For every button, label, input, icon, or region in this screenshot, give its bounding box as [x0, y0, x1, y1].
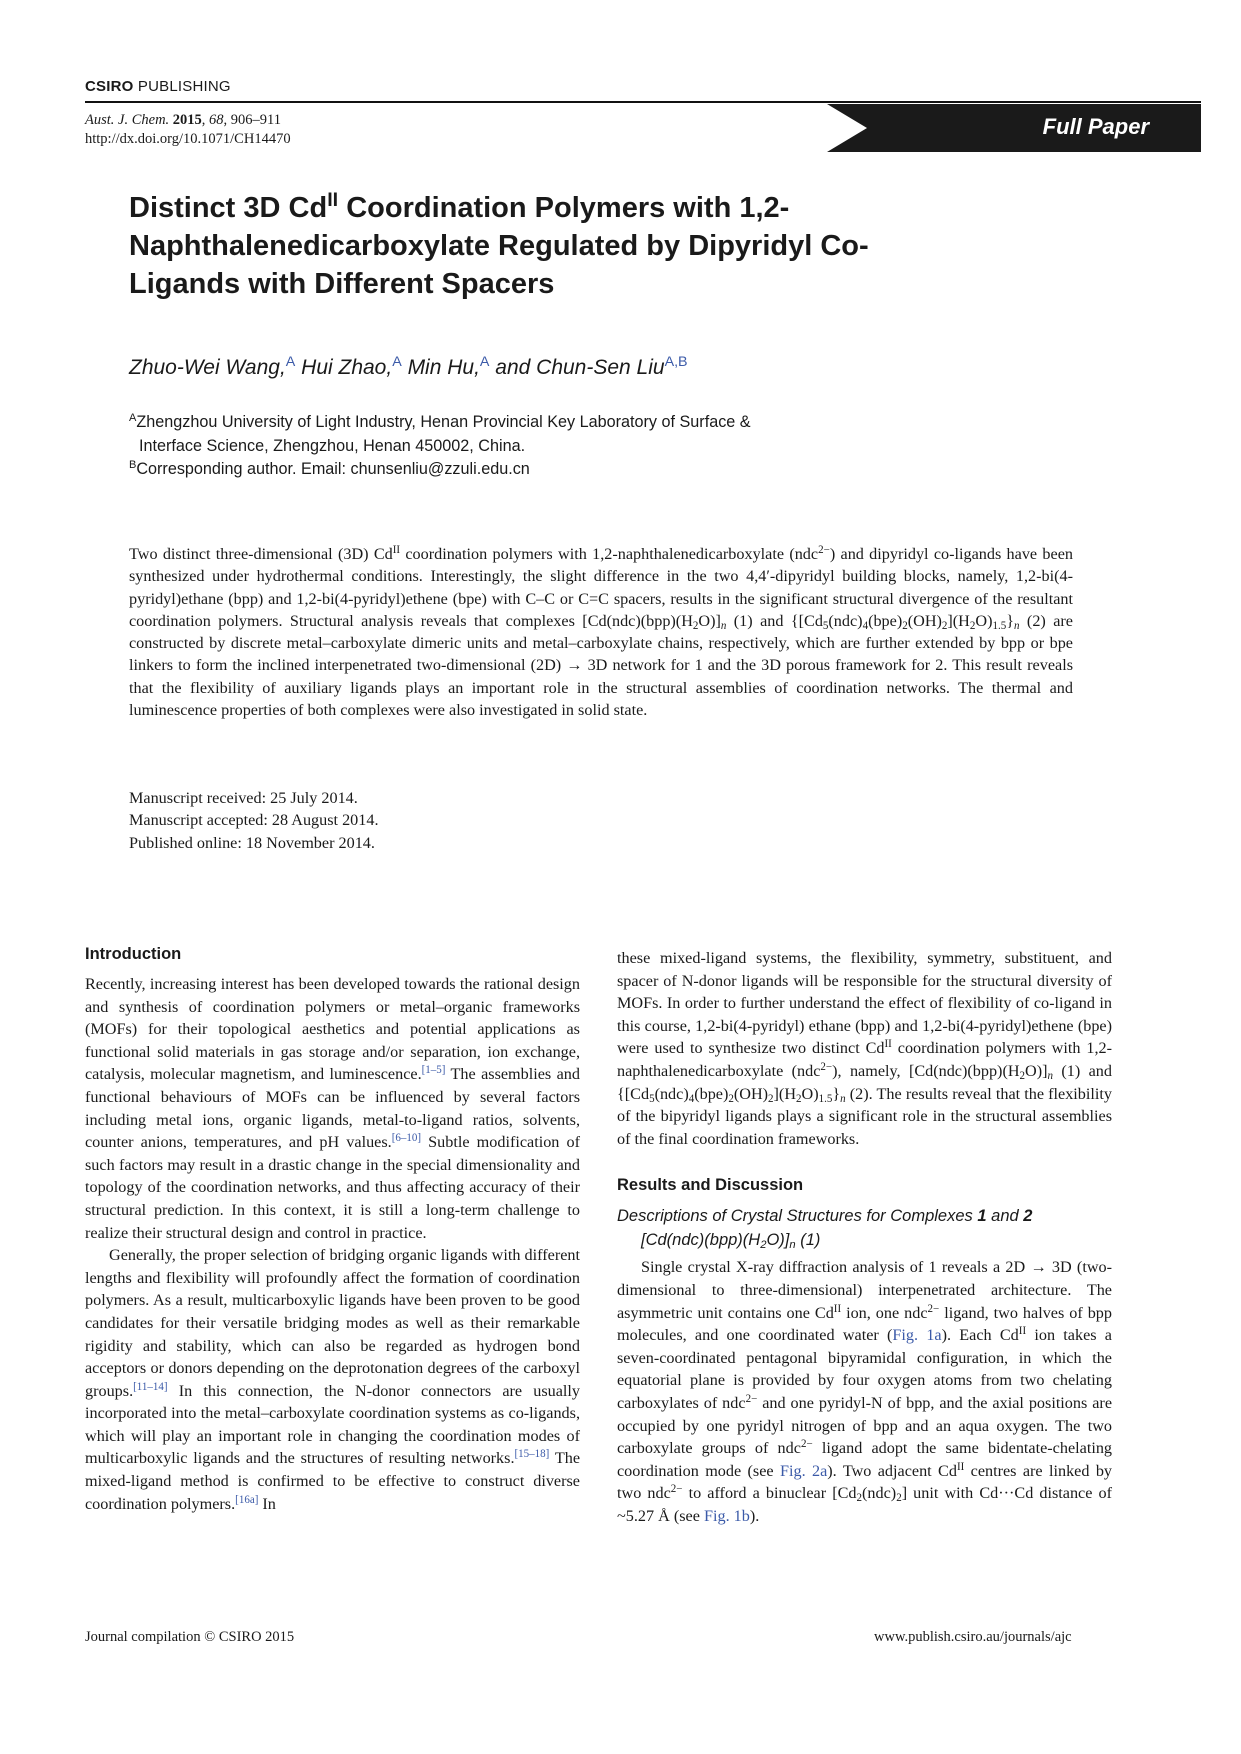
complex-1-subheading: $[Cd(ndc)(bpp)(H_2O)]_n$ (1) — [641, 1231, 821, 1252]
banner-label: Full Paper — [1042, 114, 1149, 139]
citation-ref[interactable]: [16a] — [235, 1493, 259, 1506]
author-name: and Chun-Sen Liu — [495, 356, 665, 379]
publisher-label — [85, 78, 231, 95]
intro-paragraph-3: these mixed-ligand systems, the flexibility, symmetry, substituent, and spacer of N-donor ligands will be responsible for the structural diversity of MOFs. In order to further understand the effect of flexibility of co-ligand in this course, 1,2-bi(4-pyridyl) ethane (bpp) and 1,2-bi(4-pyridyl)ethene (bpe) were used to synthesize two distinct $Cd^{II}$ coordination polymers with 1,2-naphthalenedicarboxylate (ndc$^{2-}$), namely, $[Cd(ndc)(bpp)(H_2O)]_n$ (1) and $\{[Cd_5(ndc)_4(bpe)_2(OH)_2](H_2O)_{1.5}\}_n$ (2). The results reveal that the flexibility of the bipyridyl ligands plays a significant role in the structural assemblies of the final coordination frameworks. — [617, 949, 1112, 1148]
corresponding-author: $^B$Corresponding author. Email: chunsenliu@zzuli.edu.cn — [129, 458, 530, 478]
footer-url[interactable]: www.publish.csiro.au/journals/ajc — [874, 1629, 1072, 1645]
figure-link[interactable]: Fig. 1b — [703, 1506, 750, 1525]
citation-ref[interactable]: [6–10] — [391, 1132, 422, 1145]
left-column — [85, 943, 580, 1515]
affiliation-a-cont: Interface Science, Zhengzhou, Henan 450002, China. — [139, 436, 526, 455]
affiliations — [129, 411, 849, 482]
footer-copyright: Journal compilation © CSIRO 2015 — [85, 1629, 295, 1645]
date-published: Published online: 18 November 2014. — [129, 833, 375, 852]
intro-paragraph-1: Recently, increasing interest has been developed towards the rational design and synthesis of coordination polymers or metal–organic frameworks (MOFs) for their topological aesthetics and potential applications as functional solid materials in gas storage and/or separation, ion exchange, catalysis, molecular magnetism, and luminescence.[1–5] The assemblies and functional behaviours of MOFs can be influenced by several factors including metal ions, organic ligands, metal-to-ligand ratios, solvents, counter anions, temperatures, and pH values.[6–10] Subtle modification of such factors may result in a drastic change in the special dimensionality and topology of the coordination networks, and thus affecting accuracy of their structural prediction. In this context, it is still a long-term challenge to realize their structural design and control in practice. — [85, 975, 580, 1242]
publisher-rest: PUBLISHING — [137, 78, 231, 95]
manuscript-dates — [129, 787, 379, 854]
figure-link[interactable]: Fig. 1a — [892, 1326, 942, 1345]
author-affiliation-mark[interactable]: A — [392, 354, 402, 371]
results-heading: Results and Discussion — [617, 1176, 804, 1195]
author-affiliation-mark[interactable]: A — [285, 354, 296, 371]
intro-paragraph-2: Generally, the proper selection of bridging organic ligands with different lengths and flexibility will profoundly affect the formation of coordination polymers. As a result, multicarboxylic ligands have been proven to be good candidates for their versatile bridging modes as well as their remarkable rigidity and stability, which can also be regarded as hydrogen bond acceptors or donors depending on the deprotonation degrees of the carboxyl groups.[11–14] In this connection, the N-donor connectors are usually incorporated into the metal–carboxylate coordination systems as co-ligands, which will play an important role in changing the coordination modes of multicarboxylic ligands and the structures of resulting networks.[15–18] The mixed-ligand method is confirmed to be effective to construct diverse coordination polymers.[16a] In — [85, 1246, 581, 1513]
author-name: Min Hu, — [407, 356, 480, 379]
section-subheading: Descriptions of Crystal Structures for Complexes 1 and 2 — [617, 1207, 1033, 1226]
publisher-bold: CSIRO — [85, 78, 134, 95]
date-received: Manuscript received: 25 July 2014. — [129, 789, 358, 807]
journal-year: 2015 — [172, 112, 202, 128]
journal-pages: 906–911 — [230, 112, 282, 128]
author-affiliation-mark[interactable]: A,B — [664, 354, 688, 371]
author-name: Zhuo-Wei Wang, — [129, 356, 286, 379]
citation-ref[interactable]: [11–14] — [133, 1380, 168, 1393]
citation: Aust. J. Chem. 2015, 68, 906–911 http://dx.doi.org/10.1071/CH14470 — [85, 112, 291, 147]
author-list — [129, 356, 688, 380]
paper-title: Distinct 3D $Cd^{II}$ Coordination Polymers with 1,2-Naphthalenedicarboxylate Regulated by Dipyridyl Co-Ligands with Different Spacers — [129, 189, 869, 300]
journal-volume: 68 — [209, 112, 224, 128]
author-name: Hui Zhao, — [301, 356, 393, 379]
citation-ref[interactable]: [15–18] — [514, 1448, 550, 1461]
introduction-heading: Introduction — [85, 945, 182, 963]
full-paper-banner — [827, 104, 1201, 152]
results-paragraph-1: Single crystal X-ray diffraction analysis of 1 reveals a 2D → 3D (two-dimensional to three-dimensional) interpenetrated architecture. The asymmetric unit contains one $Cd^{II}$ ion, one ndc$^{2-}$ ligand, two halves of bpp molecules, and one coordinated water (Fig. 1a). Each $Cd^{II}$ ion takes a seven-coordinated pentagonal bipyramidal configuration, in which the equatorial plane is provided by four oxygen atoms from two chelating carboxylates of ndc$^{2-}$ and one pyridyl-N of bpp, and the axial positions are occupied by one pyridyl nitrogen of bpp and an aqua oxygen. The two carboxylate groups of ndc$^{2-}$ ligand adopt the same bidentate-chelating coordination mode (see Fig. 2a). Two adjacent $Cd^{II}$ centres are linked by two ndc$^{2-}$ to afford a binuclear $[Cd_2(ndc)_2]$ unit with Cd···Cd distance of ~5.27 Å (see Fig. 1b). — [617, 1258, 1113, 1525]
header-rule — [85, 101, 1201, 103]
figure-link[interactable]: Fig. 2a — [779, 1461, 828, 1480]
date-accepted: Manuscript accepted: 28 August 2014. — [129, 811, 379, 830]
citation-ref[interactable]: [1–5] — [421, 1064, 446, 1077]
doi-link[interactable]: http://dx.doi.org/10.1071/CH14470 — [85, 131, 291, 147]
affiliation-a: $^A$Zhengzhou University of Light Industry, Henan Provincial Key Laboratory of Surface & — [129, 411, 751, 431]
journal-name: Aust. J. Chem. — [85, 112, 170, 128]
author-affiliation-mark[interactable]: A — [479, 354, 490, 371]
right-column — [617, 947, 1112, 1527]
abstract: Two distinct three-dimensional (3D) $Cd^{II}$ coordination polymers with 1,2-naphthalenedicarboxylate (ndc$^{2-}$) and dipyridyl co-ligands have been synthesized under hydrothermal conditions. Interestingly, the slight difference in the two 4,4′-dipyridyl building blocks, namely, 1,2-bi(4-pyridyl)ethane (bpp) and 1,2-bi(4-pyridyl)ethene (bpe) with C–C or C=C spacers, results in the significant structural divergence of the resultant coordination polymers. Structural analysis reveals that complexes $[Cd(ndc)(bpp)(H_2O)]_n$ (1) and $\{[Cd_5(ndc)_4(bpe)_2(OH)_2](H_2O)_{1.5}\}_n$ (2) are constructed by discrete metal–carboxylate dimeric units and metal–carboxylate chains, respectively, which are further extended by bpp or bpe linkers to form the inclined interpenetrated two-dimensional (2D) → 3D network for 1 and the 3D porous framework for 2. This result reveals that the flexibility of auxiliary ligands plays an important role in the structural assemblies of coordination networks. The thermal and luminescence properties of both complexes were also investigated in solid state. — [129, 543, 1073, 720]
